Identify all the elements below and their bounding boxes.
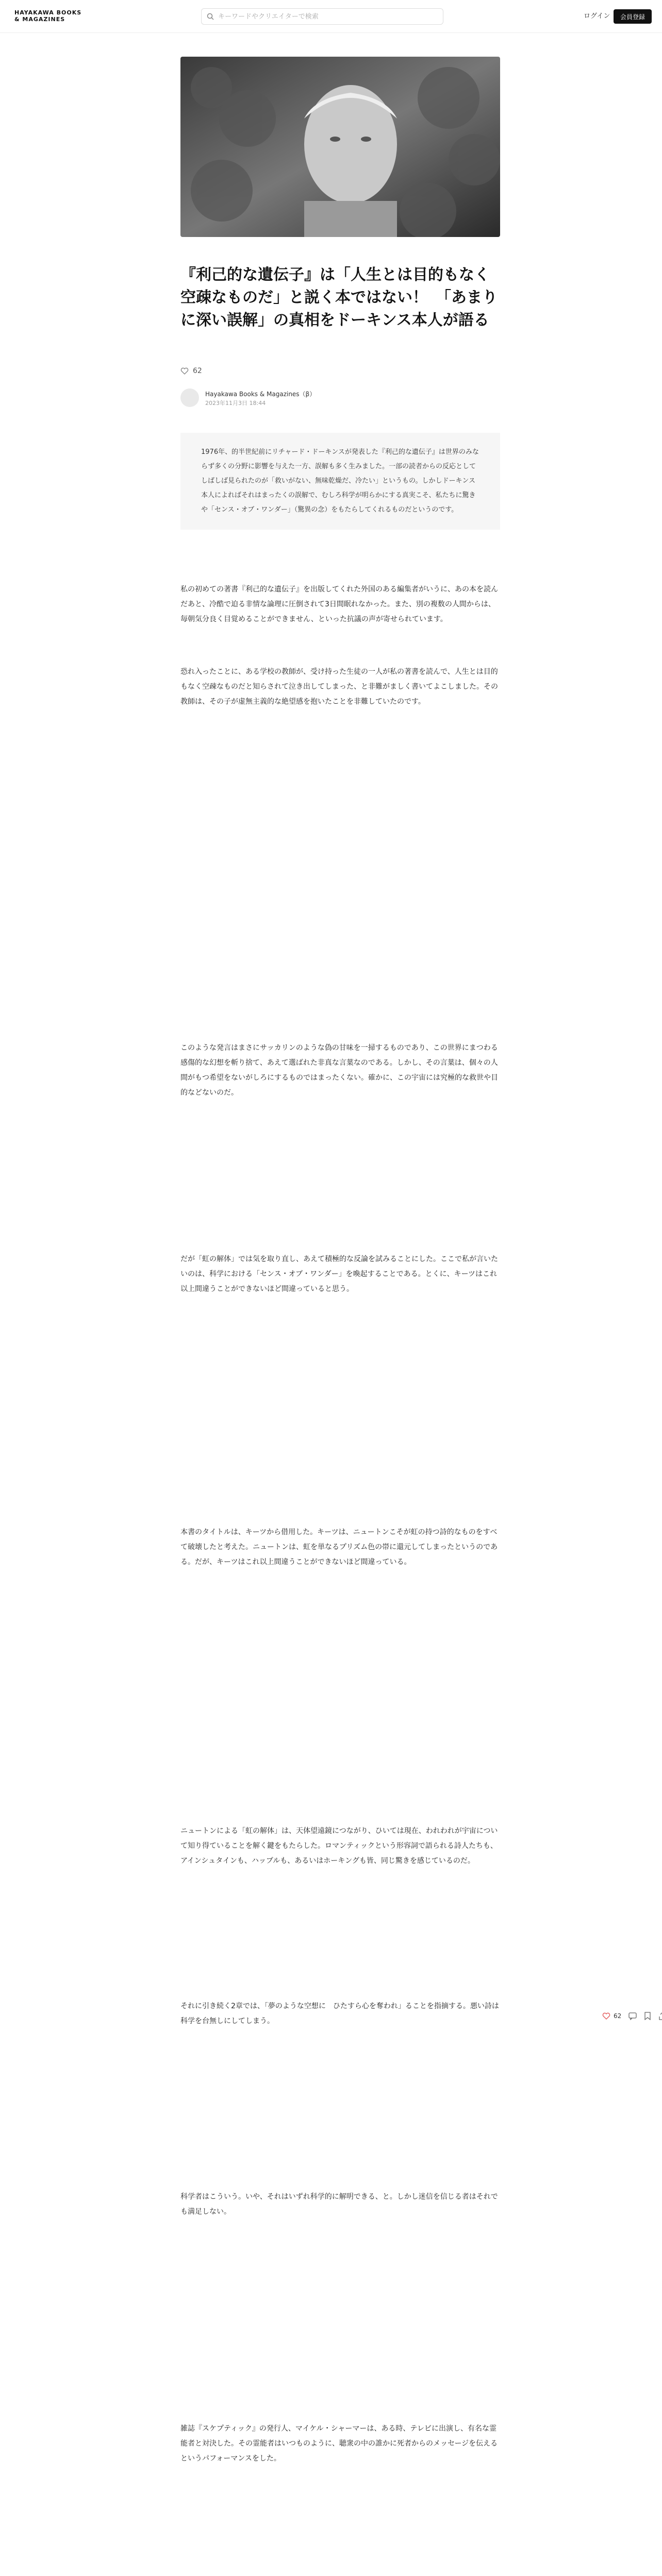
search-icon: [207, 13, 214, 20]
login-button[interactable]: ログイン: [584, 9, 610, 24]
bookmark-icon[interactable]: [644, 2012, 651, 2020]
paragraph: 私の初めての著書『利己的な遺伝子』を出版してくれた外国のある編集者がいうに、あの本を読んだあと、冷酷で迫る非情な論理に圧倒されて3日間眠れなかった。また、別の複数の人間からは、毎朝気分良く目覚めることができません、といった抗議の声が寄せられています。: [180, 585, 498, 623]
floating-actions: [602, 2012, 662, 2020]
intro-quote: 1976年、的半世紀前にリチャード・ドーキンスが発表した『利己的な遺伝子』は世界のみならず多くの分野に影響を与えた一方、誤解も多く生みました。一部の読者からの反応としてしばしば見られたのが「救いがない、無味乾燥だ、冷たい」というもの。しかしドーキンス本人によればそれはまったくの誤解で、むしろ科学が明らかにする真実こそ、私たちに驚きや「センス・オブ・ワンダー」（驚異の念）をもたらしてくれるものだというのです。: [180, 433, 500, 530]
paragraph: だが「虹の解体」では気を取り直し、あえて積極的な反論を試みることにした。ここで私が言いたいのは、科学における「センス・オブ・ワンダー」を喚起することである。とくに、キーツはこれ以上間違うことができないほど間違っていると思う。: [180, 1255, 498, 1293]
share-icon[interactable]: [658, 2012, 662, 2020]
publish-date: 2023年11月3日 18:44: [205, 400, 266, 406]
heart-icon[interactable]: [602, 2012, 610, 2020]
paragraph: 科学者はこういう。いや、それはいずれ科学的に解明できる、と。しかし迷信を信じる者はそれでも満足しない。: [180, 2193, 498, 2216]
hero-image: [180, 57, 500, 237]
author-block[interactable]: [180, 387, 500, 410]
paragraph: ニュートンによる「虹の解体」は、天体望遠鏡につながり、ひいては現在、われわれが宇宙について知り得ていることを解く鍵をもたらした。ロマンティックという形容詞で語られる詩人たちも、アインシュタインも、ハッブルも、あるいはホーキングも皆、同じ驚きを感じているのだ。: [180, 1827, 498, 1865]
author-name[interactable]: Hayakawa Books & Magazines（β）: [205, 391, 316, 398]
site-logo[interactable]: [14, 9, 102, 23]
paragraph: このような発言はまさにサッカリンのような偽の甘味を一掃するものであり、この世界にまつわる感傷的な幻想を斬り捨て、あえて選ばれた非真な言葉なのである。しかし、その言葉は、個々の人間がもつ希望をないがしろにするものではまったくない。確かに、この宇宙には究極的な救世や目的などないのだ。: [180, 1044, 498, 1097]
paragraph: 本書のタイトルは、キーツから借用した。キーツは、ニュートンこそが虹の持つ詩的なものをすべて破壊したと考えた。ニュートンは、虹を単なるプリズム色の帯に還元してしまったというのである。だが、キーツはこれ以上間違うことができないほど間違っている。: [180, 1528, 498, 1566]
logo-line-2: & MAGAZINES: [14, 16, 65, 23]
paragraph: 恐れ入ったことに、ある学校の教師が、受け持った生徒の一人が私の著書を読んで、人生とは目的もなく空疎なものだと知らされて泣き出してしまった、と非難がましく書いてよこしました。その教師は、その子が虚無主義的な絶望感を抱いたことを非難していたのです。: [180, 668, 498, 706]
like-row[interactable]: [180, 367, 500, 375]
avatar[interactable]: [180, 388, 199, 407]
logo-line-1: HAYAKAWA BOOKS: [14, 9, 82, 16]
register-button[interactable]: 会員登録: [614, 9, 652, 24]
heart-icon[interactable]: [180, 367, 189, 375]
paragraph: それに引き続く2章では、「夢のような空想に ひたすら心を奪われ」ることを指摘する。悪い詩は科学を台無しにしてしまう。: [180, 2002, 499, 2025]
article-title: 『利己的な遺伝子』は「人生とは目的もなく空疎なものだ」と説く本ではない！ 「あまりに深い誤解」の真相をドーキンス本人が語る: [180, 266, 498, 329]
top-bar: [0, 0, 662, 33]
like-count: 62: [193, 367, 202, 375]
search-box[interactable]: [201, 8, 443, 25]
paragraph: 雑誌『スケプティック』の発行人、マイケル・シャーマーは、ある時、テレビに出演し、有名な霊能者と対決した。その霊能者はいつものように、聴衆の中の誰かに死者からのメッセージを伝えるというパフォーマンスをした。: [180, 2425, 498, 2463]
comment-icon[interactable]: [628, 2012, 637, 2020]
like-count: 62: [614, 2012, 622, 2020]
search-input[interactable]: [218, 13, 435, 21]
